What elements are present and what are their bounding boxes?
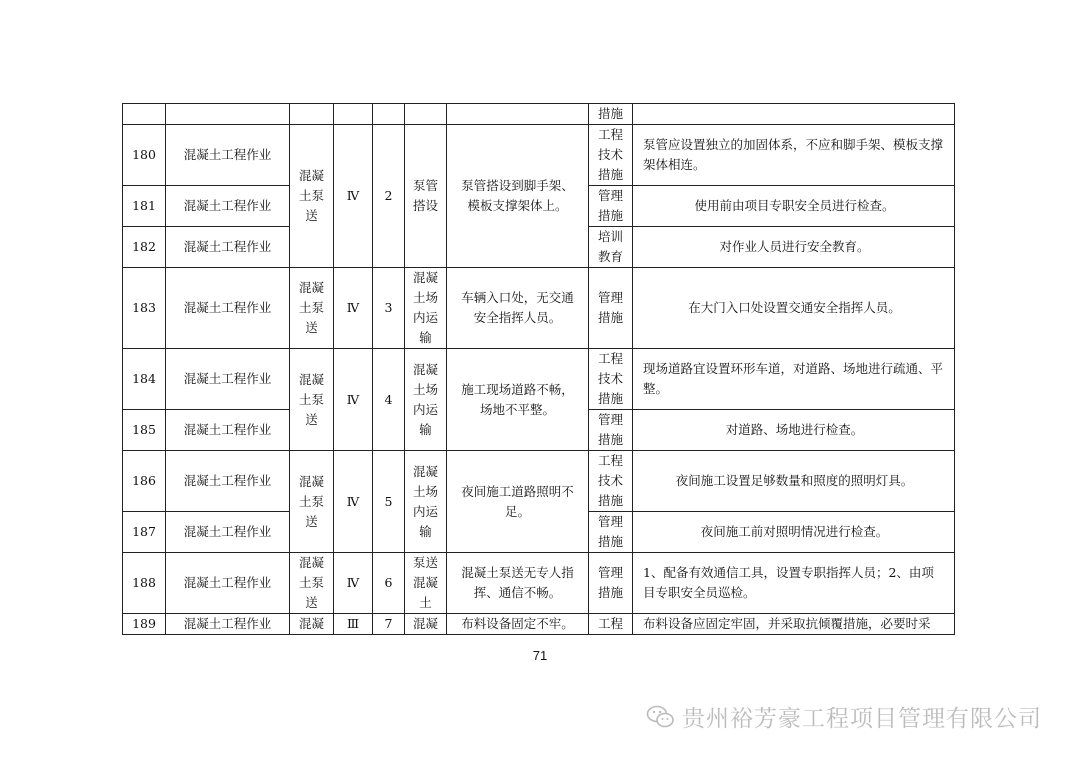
cell-hazard: 车辆入口处，无交通安全指挥人员。 [447,268,589,349]
cell-level: Ⅳ [334,349,373,451]
cell-seq: 5 [373,451,405,553]
cell-item: 混凝 土场 内运 输 [405,349,447,451]
table-row [123,553,955,614]
cell-no: 184 [123,349,166,410]
cell-measure-type: 措施 [589,104,633,125]
cell-measure-type: 管理 措施 [589,186,633,227]
cell-measure-type: 培训 教育 [589,227,633,268]
cell-no: 183 [123,268,166,349]
cell-level: Ⅳ [334,268,373,349]
watermark-text: 贵州裕芳豪工程项目管理有限公司 [682,706,1042,732]
table-row [123,349,955,410]
cell-measure-type: 工程 [589,614,633,635]
cell-process: 混凝 土泵 送 [290,349,334,451]
table-row [123,614,955,635]
cell-no: 187 [123,512,166,553]
cell-item: 泵送 混凝 土 [405,553,447,614]
cell-work-type [166,104,290,125]
cell-no: 182 [123,227,166,268]
cell-work-type: 混凝土工程作业 [166,227,290,268]
cell-work-type: 混凝土工程作业 [166,614,290,635]
cell-measure [633,104,955,125]
cell-measure-type: 工程 技术 措施 [589,451,633,512]
cell-level [334,104,373,125]
cell-measure-type: 管理 措施 [589,268,633,349]
cell-no: 180 [123,125,166,186]
cell-seq: 3 [373,268,405,349]
table-row [123,268,955,349]
cell-level: Ⅳ [334,125,373,268]
cell-measure: 夜间施工设置足够数量和照度的照明灯具。 [633,451,955,512]
cell-measure: 使用前由项目专职安全员进行检查。 [633,186,955,227]
cell-process: 混凝 [290,614,334,635]
cell-measure-type: 管理 措施 [589,410,633,451]
cell-hazard: 布料设备固定不牢。 [447,614,589,635]
cell-work-type: 混凝土工程作业 [166,268,290,349]
page-number: 71 [532,648,548,663]
cell-item: 混凝 [405,614,447,635]
cell-no: 186 [123,451,166,512]
cell-work-type: 混凝土工程作业 [166,186,290,227]
watermark [646,700,1042,733]
table-row [123,104,955,125]
cell-item: 混凝 土场 内运 输 [405,268,447,349]
cell-seq: 6 [373,553,405,614]
cell-measure: 在大门入口处设置交通安全指挥人员。 [633,268,955,349]
cell-work-type: 混凝土工程作业 [166,553,290,614]
cell-process: 混凝 土泵 送 [290,268,334,349]
cell-seq: 2 [373,125,405,268]
cell-measure: 泵管应设置独立的加固体系，不应和脚手架、模板支撑架体相连。 [633,125,955,186]
cell-item: 泵管 搭设 [405,125,447,268]
cell-work-type: 混凝土工程作业 [166,512,290,553]
cell-hazard: 混凝土泵送无专人指挥、通信不畅。 [447,553,589,614]
cell-measure: 1、配备有效通信工具，设置专职指挥人员；2、由项目专职安全员巡检。 [633,553,955,614]
cell-measure-type: 管理 措施 [589,512,633,553]
cell-process: 混凝 土泵 送 [290,553,334,614]
cell-no: 189 [123,614,166,635]
cell-work-type: 混凝土工程作业 [166,125,290,186]
cell-level: Ⅳ [334,553,373,614]
cell-measure: 对道路、场地进行检查。 [633,410,955,451]
cell-level: Ⅲ [334,614,373,635]
cell-measure: 夜间施工前对照明情况进行检查。 [633,512,955,553]
cell-seq [373,104,405,125]
cell-hazard: 夜间施工道路照明不足。 [447,451,589,553]
cell-measure: 布料设备应固定牢固，并采取抗倾覆措施，必要时采 [633,614,955,635]
cell-no: 188 [123,553,166,614]
cell-no: 185 [123,410,166,451]
cell-process: 混凝 土泵 送 [290,451,334,553]
hazard-table [122,103,955,635]
cell-measure-type: 工程 技术 措施 [589,125,633,186]
cell-level: Ⅳ [334,451,373,553]
cell-work-type: 混凝土工程作业 [166,349,290,410]
cell-process [290,104,334,125]
cell-no [123,104,166,125]
cell-measure-type: 管理 措施 [589,553,633,614]
cell-hazard [447,104,589,125]
cell-no: 181 [123,186,166,227]
cell-hazard: 泵管搭设到脚手架、模板支撑架体上。 [447,125,589,268]
cell-work-type: 混凝土工程作业 [166,451,290,512]
cell-process: 混凝 土泵 送 [290,125,334,268]
table-row [123,451,955,512]
cell-item [405,104,447,125]
cell-work-type: 混凝土工程作业 [166,410,290,451]
cell-seq: 4 [373,349,405,451]
cell-measure: 对作业人员进行安全教育。 [633,227,955,268]
cell-seq: 7 [373,614,405,635]
cell-item: 混凝 土场 内运 输 [405,451,447,553]
wechat-icon [646,704,676,730]
table-row [123,125,955,186]
cell-measure-type: 工程 技术 措施 [589,349,633,410]
cell-hazard: 施工现场道路不畅，场地不平整。 [447,349,589,451]
cell-measure: 现场道路宜设置环形车道，对道路、场地进行疏通、平整。 [633,349,955,410]
